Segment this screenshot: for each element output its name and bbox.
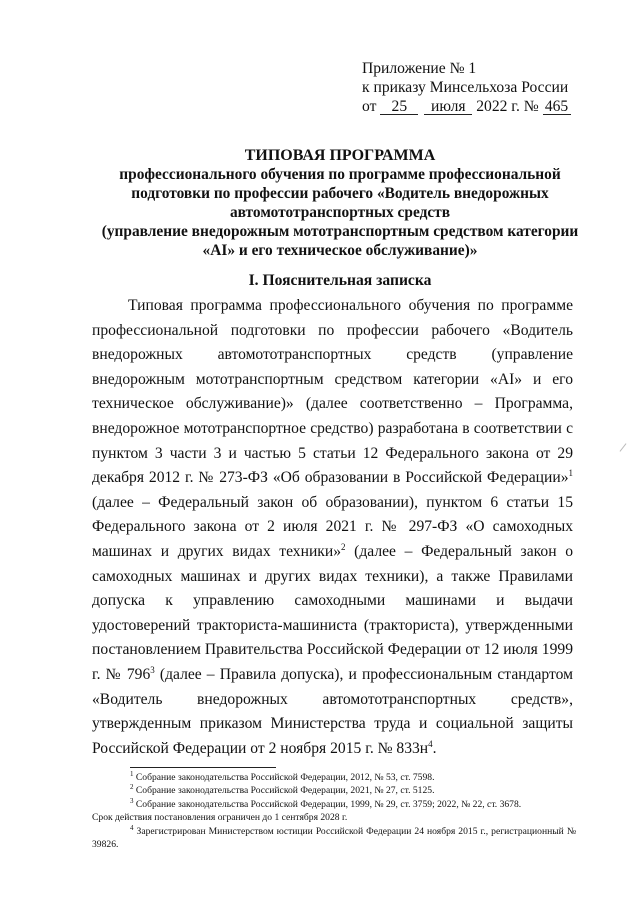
title-line-4: (управление внедорожным мототранспортным средством категории	[101, 223, 579, 240]
footnote-4	[92, 825, 576, 852]
footnote-1	[92, 771, 576, 784]
footnote-3-text: Собрание законодательства Российской Федерации, 1999, № 29, ст. 3759; 2022, № 22, ст. 3678.	[133, 798, 522, 810]
footnote-ref-3: 3	[150, 664, 155, 675]
footnote-2-text: Собрание законодательства Российской Федерации, 2021, № 27, ст. 5125.	[133, 785, 435, 797]
footnotes	[92, 771, 576, 851]
annex-line-3	[362, 97, 571, 116]
body-part-5: .	[432, 739, 437, 757]
annex-block	[362, 59, 571, 116]
footnote-ref-4: 4	[428, 738, 433, 749]
footnote-ref-2: 2	[341, 541, 346, 552]
annex-month: июля	[424, 99, 472, 115]
footnote-3	[92, 798, 576, 811]
footnote-divider	[130, 767, 276, 768]
title-line-2: подготовки по профессии рабочего «Водитель внедорожных	[131, 185, 549, 202]
footnote-1-mark: 1	[130, 770, 134, 778]
body-part-2: (далее – Федеральный закон об образовании), пунктом 6 статьи 15 Федерального закона от 2 июля 2021 г. № 297-ФЗ «О самоходных машинах и других видах техники»	[92, 493, 573, 560]
annex-from: от	[362, 98, 377, 115]
annex-year: 2022 г. №	[476, 98, 539, 115]
title-line-3: автомототранспортных средств	[229, 204, 451, 221]
annex-day: 25	[380, 99, 418, 115]
scan-mark	[620, 443, 627, 451]
program-title	[60, 146, 620, 260]
body-text	[92, 294, 573, 761]
footnote-2-mark: 2	[130, 783, 134, 792]
body-part-4: (далее – Правила допуска), и профессиональным стандартом «Водитель внедорожных автомототранспортных средств», утвержденным приказом Министерства труда и социальной защиты Российской Федерации от 2 ноября 2015 г. № 833н	[92, 665, 574, 757]
body-part-3: (далее – Федеральный закон о самоходных машинах и других видах техники), а также Правилами допуска к управлению самоходными машинами и выдачи удостоверений тракториста-машиниста (тракториста), утвержденными постановлением Правительства Российской Федерации от 12 июля 1999 г. № 796	[92, 542, 573, 683]
body-part-1: Типовая программа профессионального обучения по программе профессиональной подготовки по профессии рабочего «Водитель внедорожных автомототранспортных средств (управление внедорожным мототранспортным средством категории «AI» и его техническое обслуживание)» (далее соответственно – Программа, внедорожное мототранспортное средство) разработана в соответствии с пунктом 3 части 3 и частью 5 статьи 12 Федерального закона от 29 декабря 2012 г. № 273-ФЗ «Об образовании в Российской Федерации»	[92, 297, 573, 487]
annex-line-2: к приказу Минсельхоза России	[362, 79, 569, 96]
footnote-4-mark: 4	[130, 823, 134, 832]
footnote-3-continuation: Срок действия постановления ограничен до 1 сентября 2028 г.	[92, 812, 348, 824]
annex-number: 465	[543, 99, 571, 115]
title-line-5: «AI» и его техническое обслуживание)»	[202, 242, 478, 259]
footnote-2	[92, 784, 576, 797]
body-paragraph	[92, 294, 573, 761]
footnote-ref-1: 1	[568, 468, 573, 479]
footnote-1-text: Собрание законодательства Российской Федерации, 2012, № 53, ст. 7598.	[133, 772, 435, 783]
annex-line-1: Приложение № 1	[362, 60, 477, 77]
title-line-1: профессионального обучения по программе профессиональной	[119, 166, 561, 183]
footnote-4-text: Зарегистрирован Министерством юстиции Российской Федерации 24 ноября 2015 г., регистрационный № 39826.	[92, 825, 576, 851]
footnote-3-mark: 3	[130, 796, 134, 805]
section-heading: I. Пояснительная записка	[248, 272, 432, 289]
title-main: ТИПОВАЯ ПРОГРАММА	[244, 147, 436, 164]
